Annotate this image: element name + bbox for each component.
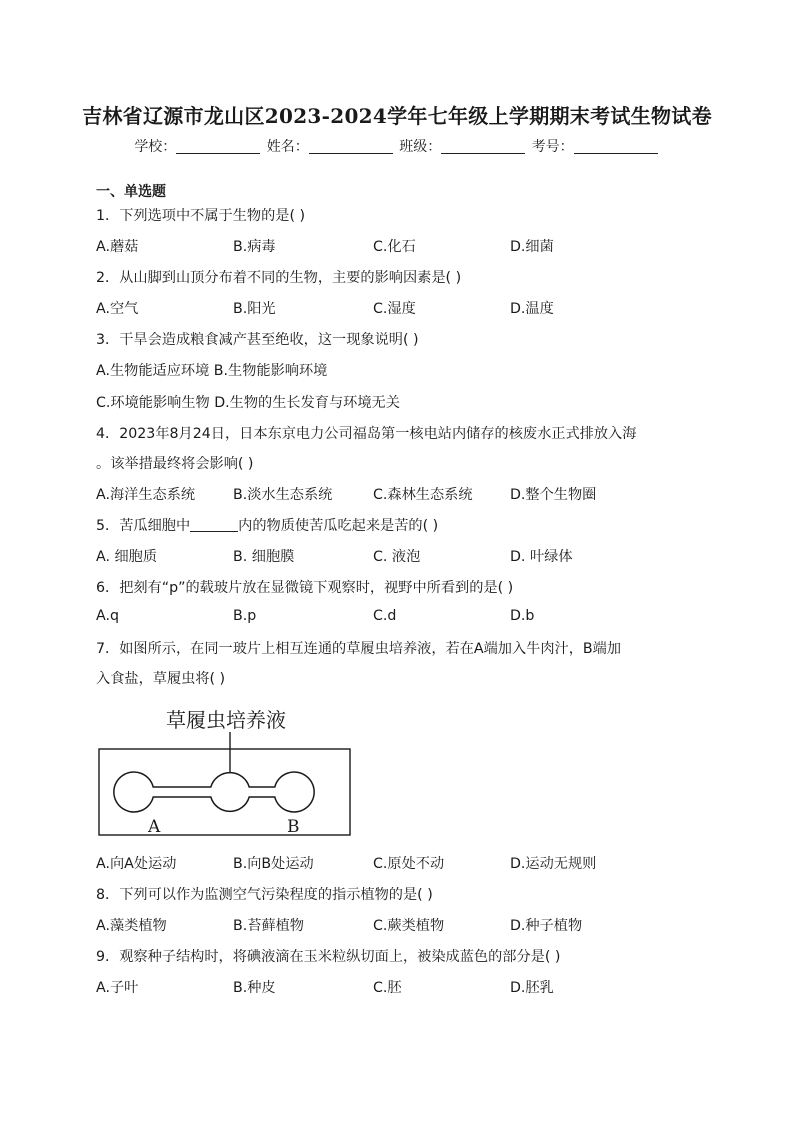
class-label: 班级：	[399, 139, 442, 155]
question-7-options	[96, 853, 696, 873]
option-b[interactable]: B.苔藓植物	[233, 918, 304, 934]
option-b[interactable]: B.病毒	[233, 239, 276, 255]
question-5-options	[96, 546, 696, 566]
option-c[interactable]: C.d	[373, 608, 397, 624]
name-blank[interactable]	[309, 139, 393, 154]
question-7-stem-line-2: 入食盐，草履虫将( )	[96, 671, 226, 687]
option-c[interactable]: C.湿度	[373, 301, 416, 317]
number-blank[interactable]	[574, 139, 658, 154]
question-5-stem	[96, 515, 438, 535]
question-3-stem: 3．干旱会造成粮食减产甚至绝收，这一现象说明( )	[96, 332, 419, 348]
question-2-stem: 2．从山脚到山顶分布着不同的生物，主要的影响因素是( )	[96, 270, 462, 286]
answer-blank[interactable]	[190, 517, 238, 532]
option-a[interactable]: A.向A处运动	[96, 856, 177, 872]
question-4-options	[96, 484, 696, 504]
paramecium-culture-figure	[96, 706, 356, 838]
question-2-options	[96, 298, 696, 318]
class-blank[interactable]	[441, 139, 525, 154]
option-c[interactable]: C. 液泡	[373, 549, 421, 565]
section-title: 一、单选题	[96, 184, 166, 200]
glass-slide	[99, 749, 350, 835]
option-d[interactable]: D.种子植物	[510, 918, 583, 934]
name-label: 姓名：	[266, 139, 309, 155]
option-b[interactable]: B.阳光	[233, 301, 276, 317]
option-c[interactable]: C.胚	[373, 980, 402, 996]
question-1-stem: 1．下列选项中不属于生物的是( )	[96, 208, 306, 224]
school-blank[interactable]	[176, 139, 260, 154]
question-9-options	[96, 977, 696, 997]
question-7-stem-line-1: 7．如图所示，在同一玻片上相互连通的草履虫培养液，若在A端加入牛肉汁，B端加	[96, 641, 622, 657]
question-3-options-line-2[interactable]: C.环境能影响生物 D.生物的生长发育与环境无关	[96, 395, 400, 411]
option-c[interactable]: C.森林生态系统	[373, 487, 473, 503]
option-d[interactable]: D.整个生物圈	[510, 487, 597, 503]
option-b[interactable]: B. 细胞膜	[233, 549, 295, 565]
option-c[interactable]: C.化石	[373, 239, 416, 255]
question-8-stem: 8．下列可以作为监测空气污染程度的指示植物的是( )	[96, 887, 433, 903]
option-d[interactable]: D.胚乳	[510, 980, 554, 996]
option-c[interactable]: C.原处不动	[373, 856, 445, 872]
option-b[interactable]: B.淡水生态系统	[233, 487, 333, 503]
question-4-stem-line-2: 。该举措最终将会影响( )	[96, 456, 254, 472]
end-b-label: B	[287, 817, 300, 837]
option-b[interactable]: B.向B处运动	[233, 856, 314, 872]
question-6-stem: 6．把刻有“p”的载玻片放在显微镜下观察时，视野中所看到的是( )	[96, 580, 514, 596]
option-a[interactable]: A.空气	[96, 301, 139, 317]
option-a[interactable]: A.蘑菇	[96, 239, 139, 255]
question-3-options-line-1[interactable]: A.生物能适应环境 B.生物能影响环境	[96, 363, 328, 379]
option-a[interactable]: A.子叶	[96, 980, 139, 996]
connected-culture-drops	[114, 772, 314, 812]
option-a[interactable]: A.藻类植物	[96, 918, 167, 934]
figure-label: 草履虫培养液	[166, 708, 286, 732]
end-a-label: A	[148, 817, 161, 837]
option-c[interactable]: C.蕨类植物	[373, 918, 445, 934]
exam-title: 吉林省辽源市龙山区2023-2024学年七年级上学期期末考试生物试卷	[82, 104, 712, 128]
question-1-options	[96, 236, 696, 256]
option-a[interactable]: A. 细胞质	[96, 549, 158, 565]
option-a[interactable]: A.q	[96, 608, 119, 624]
school-label: 学校：	[134, 139, 177, 155]
question-5-stem-after: 内的物质使苦瓜吃起来是苦的( )	[238, 518, 439, 534]
number-label: 考号：	[531, 139, 574, 155]
question-5-stem-before: 5．苦瓜细胞中	[96, 518, 191, 534]
question-6-options	[96, 608, 696, 628]
option-d[interactable]: D.运动无规则	[510, 856, 597, 872]
question-9-stem: 9．观察种子结构时，将碘液滴在玉米粒纵切面上，被染成蓝色的部分是( )	[96, 949, 561, 965]
option-d[interactable]: D. 叶绿体	[510, 549, 573, 565]
question-4-stem-line-1: 4．2023年8月24日，日本东京电力公司福岛第一核电站内储存的核废水正式排放入海	[96, 426, 637, 442]
option-a[interactable]: A.海洋生态系统	[96, 487, 196, 503]
option-b[interactable]: B.p	[233, 608, 257, 624]
student-info-line	[0, 136, 794, 156]
option-d[interactable]: D.温度	[510, 301, 554, 317]
option-d[interactable]: D.b	[510, 608, 535, 624]
option-b[interactable]: B.种皮	[233, 980, 276, 996]
option-d[interactable]: D.细菌	[510, 239, 554, 255]
question-8-options	[96, 915, 696, 935]
